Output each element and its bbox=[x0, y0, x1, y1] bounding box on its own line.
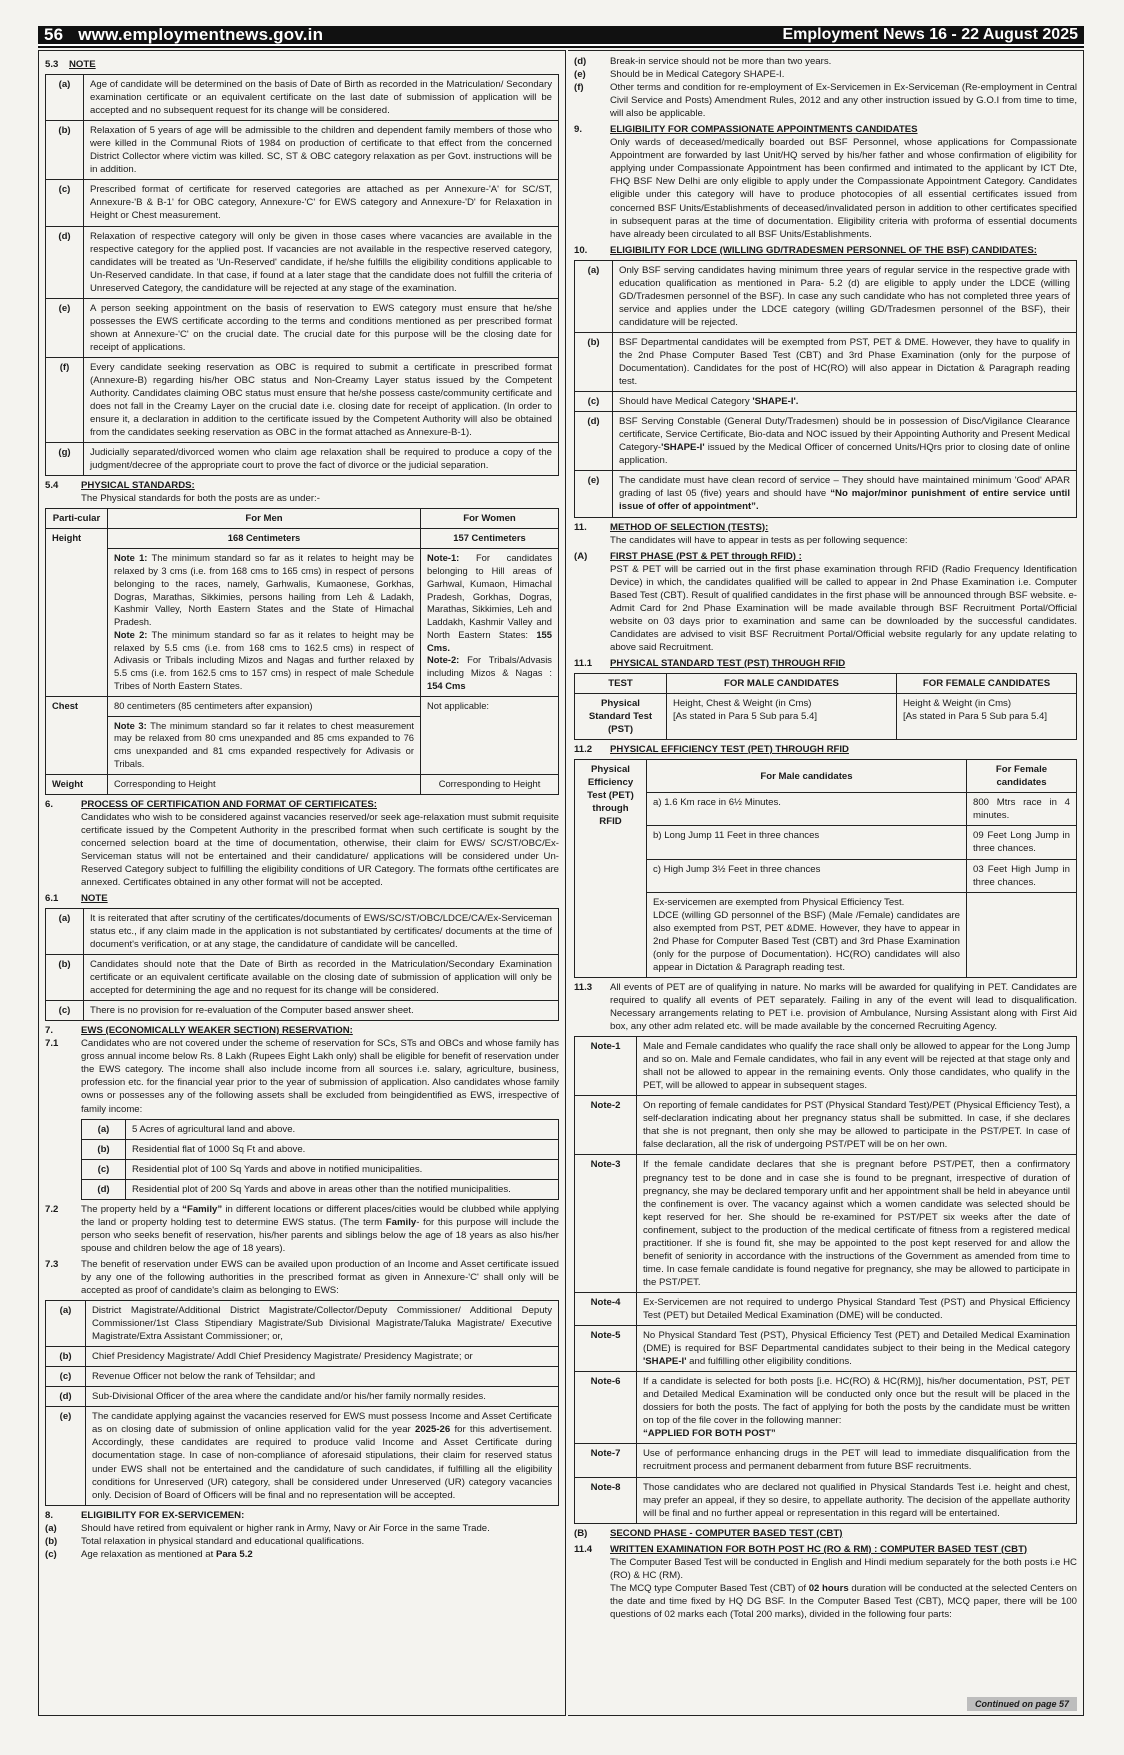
section-6-heading: 6. PROCESS OF CERTIFICATION AND FORMAT OF CERTIFICATES: bbox=[45, 798, 377, 810]
table-row: (g) Judicially separated/divorced women who claim age relaxation shall be required to produce a copy of the judgment/decree of the appropriate court to prove the fact of divorce or the judicial separation. bbox=[46, 443, 559, 476]
table-row: Note-4 Ex-Servicemen are not required to undergo Physical Standard Test (PST) and Physical Efficiency Test (PET) but Detailed Medical Examination (DME) will be conducted. bbox=[575, 1292, 1077, 1325]
table-row: a) 1.6 Km race in 6½ Minutes. 800 Mtrs race in 4 minutes. bbox=[575, 793, 1077, 826]
section-5-3-heading: 5.3 NOTE bbox=[45, 59, 96, 70]
section-9-heading: 9. ELIGIBILITY FOR COMPASSIONATE APPOINTMENTS CANDIDATES bbox=[574, 124, 918, 136]
para-11-3: 11.3 All events of PET are of qualifying in nature. No marks will be awarded for qualifying in PET. Candidates are required to qualify all events of PET separately. Failing in any of the event will lead to disqualification. Necessary arrangements relating to PET i.e. provision of Ambulance, Nursing Assistant along with First Aid box, any other adm related etc. will be made available by the concerned Recruiting Agency. bbox=[574, 981, 1077, 1033]
height-row: Height 168 Centimeters 157 Centimeters bbox=[46, 529, 559, 549]
note-5-3-table bbox=[45, 74, 559, 476]
ews-assets-table bbox=[81, 1119, 559, 1200]
para-7-2: 7.2 The property held by a “Family” in different locations or different places/cities would be clubbed while applying the land or property holding test to determine EWS status. (The term Family- for this purpose will include the person who seeks benefit of reservation, his/her parents and siblings below the age of 18 years as also his/her spouse and children below the age of 18 years). bbox=[45, 1203, 560, 1254]
table-row: Note-6 If a candidate is selected for both posts [i.e. HC(RO) & HC(RM)], his/her documentation, PST, PET and Detailed Medical Examination will be conducted only once but the result will be placed in the dossiers for both the posts. The fact of applying for both the posts by the candidate must be written on top of the file cover in the following manner: “APPLIED FOR BOTH POST” bbox=[575, 1372, 1077, 1444]
table-row: c) High Jump 3½ Feet in three chances 03 Feet High Jump in three chances. bbox=[575, 859, 1077, 892]
table-row: (d) Residential plot of 200 Sq Yards and above in areas other than the notified municipalities. bbox=[82, 1179, 559, 1199]
list-item: (d) Break-in service should not be more than two years. bbox=[574, 56, 832, 67]
pst-table: TEST FOR MALE CANDIDATES FOR FEMALE CANDIDATES Physical Standard Test (PST) Height, Chest & Weight (in Cms) [As stated in Para 5 Sub para 5.4] Height & Weight (in Cms) [As stated in Para 5 Sub para 5.4] bbox=[574, 673, 1077, 740]
continued-on-page-label: Continued on page 57 bbox=[967, 1697, 1077, 1711]
table-row: (c) Residential plot of 100 Sq Yards and above in notified municipalities. bbox=[82, 1159, 559, 1179]
section-11-1-heading: 11.1 PHYSICAL STANDARD TEST (PST) THROUGH RFID bbox=[574, 657, 846, 669]
phase-b-heading: (B) SECOND PHASE - COMPUTER BASED TEST (CBT) bbox=[574, 1527, 843, 1539]
website-url[interactable]: www.employmentnews.gov.in bbox=[78, 25, 324, 45]
table-row: (c) Revenue Officer not below the rank of Tehsildar; and bbox=[46, 1367, 559, 1387]
table-row: (c) There is no provision for re-evaluation of the Computer based answer sheet. bbox=[46, 1001, 559, 1021]
newspaper-page bbox=[38, 26, 1084, 1732]
table-row: (a) 5 Acres of agricultural land and above. bbox=[82, 1119, 559, 1139]
ews-authorities-table bbox=[45, 1300, 559, 1506]
list-item: (f) Other terms and condition for re-employment of Ex-Servicemen in Ex-Serviceman (Re-employment in Central Civil Service and Posts) Amendment Rules, 2012 and any other instruction issued by G.O.I from time to time, will also be applicable. bbox=[574, 82, 1077, 120]
table-row: (c) Should have Medical Category 'SHAPE-I'. bbox=[575, 392, 1077, 412]
table-row: Note-8 Those candidates who are declared not qualified in Physical Standards Test i.e. height and chest, may prefer an appeal, if they so desire, to appellate authority. The decision of the appellate authority will be final and no further appeal or representation in this regard will be entertained. bbox=[575, 1477, 1077, 1523]
table-row: (a) It is reiterated that after scrutiny of the certificates/documents of EWS/SC/ST/OBC/LDCE/CA/Ex-Serviceman status etc., if any claim made in the application is not substantiated by certificates/ documents at the time of document's verification, or at any stage, the candidature of candidate will be cancelled. bbox=[46, 908, 559, 954]
table-row: (a) District Magistrate/Additional District Magistrate/Collector/Deputy Commissioner/ Additional Deputy Commissioner/1st Class Stipendiary Magistrate/Sub Divisional Magistrate/Taluka Magistrate/ Executive Magistrate/Extra Assistant Commissioner; or, bbox=[46, 1301, 559, 1347]
table-row: b) Long Jump 11 Feet in three chances 09 Feet Long Jump in three chances. bbox=[575, 826, 1077, 859]
section-7-heading: 7. EWS (ECONOMICALLY WEAKER SECTION) RESERVATION: bbox=[45, 1025, 353, 1037]
table-row: (d) Relaxation of respective category will only be given in those cases where vacancies are available in the respective category for the applied post. If vacancies are not available in the respective reserved category, candidates will be treated as 'Un-Reserved' candidate, if he/she fulfills the eligibility conditions applicable to Un-Reserved candidate. In that case, if found at a later stage that the candidate does not fulfill the criteria of Unreserved Category, the candidature will be rejected at any stage of the examination. bbox=[46, 226, 559, 298]
pet-notes-table bbox=[574, 1036, 1077, 1524]
section-11-intro: The candidates will have to appear in tests as per following sequence: bbox=[610, 534, 908, 546]
table-row: Note-7 Use of performance enhancing drugs in the PET will lead to immediate disqualification from the recruitment process and permanent debarment from future BSF recruitments. bbox=[575, 1444, 1077, 1477]
table-row: Ex-servicemen are exempted from Physical Efficiency Test. LDCE (willing GD personnel of the BSF) (Male /Female) candidates are also exempted from PST, PET &DME. However, they have to appear in 2nd Phase for Computer Based Test (CBT) and 3rd Phase Examination (only for the purpose of Documentation). HC(RO) candidates will also appear in Dictation & Paragraph reading test. bbox=[575, 892, 1077, 977]
table-row: (d) BSF Serving Constable (General Duty/Tradesmen) should be in possession of Disc/Vigilance Clearance certificate, Service Certificate, Bio-data and NOC issued by their Appointing Authority and Present Medical Category-'SHAPE-I' issued by the Medical Officer of concerned Units/HQrs prior to closing date of online application. bbox=[575, 412, 1077, 471]
edition-date: Employment News 16 - 22 August 2025 bbox=[782, 26, 1078, 44]
pet-table: Physical Efficiency Test (PET) through RFID For Male candidates For Female candidates a) 1.6 Km race in 6½ Minutes. 800 Mtrs race in 4 minutes. b) Long Jump 11 Feet in three chances 09 Feet Long Jump in three chances. c) High Jump 3½ Feet in three chances 03 Feet High Jump in three chances. Ex-servicemen are exempted from Physical Efficiency Test. LDCE (willing GD personnel of the BSF) (Male /Female) candidates are also exempted from PST, PET &DME. However, they have to appear in 2nd Phase for Computer Based Test (CBT) and 3rd Phase Examination (only for the purpose of Documentation). HC(RO) candidates will also appear in Dictation & Paragraph reading test. bbox=[574, 759, 1077, 978]
section-5-4-heading: 5.4 PHYSICAL STANDARDS: bbox=[45, 480, 195, 492]
table-row: Note-3 If the female candidate declares that she is pregnant before PST/PET, then a confirmatory pregnancy test to be done and in case she is found to be pregnant, irrespective of duration of pregnancy, she may be declared temporary unfit and her appointment shall be held in abeyance until the confinement is over. The vacancy against which a women candidate was selected should be kept reserved for her. She should be re-examined for PST/PET six weeks after the date of confinement, subject to the production of the medical certificate of fitness from a registered medical practitioner. If she is found fit, she may be appointed to the post kept reserved for and allow the benefit of seniority in accordance with the instructions of the Government as amended from time to time. In case female candidate is found negative for pregnancy, she may be allowed to participate in the PST/PET. bbox=[575, 1155, 1077, 1292]
section-11-4-p1: The Computer Based Test will be conducted in English and Hindi medium separately for the both posts i.e HC (RO) & HC (RM). bbox=[610, 1556, 1077, 1581]
table-row: (b) BSF Departmental candidates will be exempted from PST, PET & DME. However, they have to qualify in the 2nd Phase Computer Based Test (CBT) and 3rd Phase Examination (only for the purpose of Documentation). Candidates for the post of HC(RO) will also appear in Dictation & Paragraph reading test. bbox=[575, 332, 1077, 391]
list-item: (c) Age relaxation as mentioned at Para 5.2 bbox=[45, 1548, 253, 1560]
para-7-1: 7.1 Candidates who are not covered under the scheme of reservation for SCs, STs and OBCs and whose family has gross annual income below Rs. 8 Lakh (Rupees Eight Lakh only) shall be eligible for benefit of reservation under the EWS category. The income shall also include income from all sources i.e. salary, agriculture, business, profession etc. for the financial year prior to the year of submission of application. Also candidates whose family owns or possesses any of the following assets shall be excluded from beingidentified as EWS, irrespective of family income: bbox=[45, 1038, 559, 1115]
para-7-3: 7.3 The benefit of reservation under EWS can be availed upon production of an Income and Asset certificate issued by any one of the following authorities in the prescribed format as given in Annexure-'C' shall only will be accepted as proof of candidate's claim as belonging to EWS: bbox=[45, 1258, 559, 1297]
section-11-2-heading: 11.2 PHYSICAL EFFICIENCY TEST (PET) THROUGH RFID bbox=[574, 744, 849, 756]
page-number: 56 bbox=[44, 25, 64, 45]
table-row: (c) Prescribed format of certificate for reserved categories are attached as per Annexure-'A' for SC/ST, Annexure-'B & B-1' for OBC category, Annexure-'C' for EWS category and Annexure-'D' for Relaxation in Height or Chest measurement. bbox=[46, 180, 559, 226]
left-column bbox=[38, 50, 566, 1716]
section-11-4-p2: The MCQ type Computer Based Test (CBT) of 02 hours duration will be conducted at the selected Centers on the date and time fixed by HQ DG BSF. In the Computer Based Test (CBT), MCQ paper, there will be 100 questions of 02 marks each (Total 200 marks), divided in the following four parts: bbox=[610, 1582, 1077, 1620]
section-10-heading: 10. ELIGIBILITY FOR LDCE (WILLING GD/TRADESMEN PERSONNEL OF THE BSF) CANDIDATES: bbox=[574, 244, 1037, 256]
list-item: (a) Should have retired from equivalent or higher rank in Army, Navy or Air Force in the same Trade. bbox=[45, 1522, 490, 1534]
right-column bbox=[568, 50, 1084, 1716]
table-row: Note-1 Male and Female candidates who qualify the race shall only be allowed to appear for the Long Jump and so on. Male and Female candidates, who fail in any event will be rejected at that stage only and shall not be allowed to appear in the remaining events. Only those candidates, who qualify in the PET, will be allowed to appear in subsequent stages. bbox=[575, 1037, 1077, 1096]
table-row: Physical Standard Test (PST) Height, Chest & Weight (in Cms) [As stated in Para 5 Sub para 5.4] Height & Weight (in Cms) [As stated in Para 5 Sub para 5.4] bbox=[575, 694, 1077, 740]
note-6-1-table bbox=[45, 908, 559, 1021]
table-row: Note-2 On reporting of female candidates for PST (Physical Standard Test)/PET (Physical Efficiency Test), a self-declaration indicating about her pregnancy status shall be submitted. In case, if she declares that she is not pregnant, then only she may be allowed to participate in the PST/PET. In case of false declaration, all the risk of undergoing PST/PET will be on her own. bbox=[575, 1096, 1077, 1155]
table-row: (e) The candidate applying against the vacancies reserved for EWS must possess Income and Asset Certificate as on closing date of submission of online application valid for the year 2025-26 for this advertisement. Accordingly, these candidates are required to produce valid Income and Asset Certificate during documentation stage. In case of non-compliance of aforesaid stipulations, their claim for reserved status under EWS shall not be entertained and the candidature of such candidates, if fulfilling all the eligibility conditions for Unreserved (UR) category, shall be considered under Unreserved (UR) category vacancies only. Decision of Board of Officers will be final and no representation will be accepted. bbox=[46, 1407, 559, 1505]
table-row: (b) Residential flat of 1000 Sq Ft and above. bbox=[82, 1139, 559, 1159]
table-row: (a) Age of candidate will be determined on the basis of Date of Birth as recorded in the Matriculation/ Secondary examination certificate or an equivalent certificate on the last date of submission of application will be accepted and no subsequent request for its change will be considered. bbox=[46, 75, 559, 121]
section-8-heading: 8. ELIGIBILITY FOR EX-SERVICEMEN: bbox=[45, 1509, 245, 1521]
list-item: (b) Total relaxation in physical standard and educational qualifications. bbox=[45, 1535, 365, 1547]
section-6-1-heading: 6.1 NOTE bbox=[45, 892, 108, 904]
section-11-4-heading: 11.4 WRITTEN EXAMINATION FOR BOTH POST HC (RO & RM) : COMPUTER BASED TEST (CBT) bbox=[574, 1543, 1028, 1555]
chest-row: Chest 80 centimeters (85 centimeters after expansion) Not applicable: bbox=[46, 696, 559, 716]
physical-standards-table: Parti-cular For Men For Women Height 168 Centimeters 157 Centimeters Note 1: The minimum standard so far as it relates to height may be relaxed by 3 cms (i.e. from 168 cms to 165 cms) in respect of persons belonging to the races, namely, Garhwalis, Kumaonese, Gorkhas, Dogras, Marathas, Sikkimies, persons hailing from Leh & Ladakh, Kashmir Valley, North Eastern States and the State of Himachal Pradesh. Note 2: The minimum standard so far as it relates to height may be relaxed by 5.5 cms (i.e. from 168 cms to 162.5 cms) in respect of Adivasis or Tribals including Mizos and Nagas and further relaxed by 5.5 cms (i.e. from 162.5 cms to 157 cms) in respect of male Schedule Tribes of North Eastern States. Note-1: For candidates belonging to Hill areas of Garhwal, Kumaon, Himachal Pradesh, Gorkhas, Dogras, Marathas, Sikkimies, Leh and Laddakh, Kashmir Valley and North Eastern States: 155 Cms. Note-2: For Tribals/Advasis including Mizos & Nagas : 154 Cms Chest 80 centimeters (85 centimeters after expansion) Not applicable: Note 3: The minimum standard so far it relates to chest measurement may be relaxed from 80 cms unexpanded and 85 cms expanded to 76 cms unexpanded and 81 cms expanded respectively for Adivasis or Tribals. Weight Corresponding to Height Corresponding to Height bbox=[45, 508, 559, 794]
physical-standards-intro: The Physical standards for both the posts are as under:- bbox=[81, 493, 320, 505]
table-row: (f) Every candidate seeking reservation as OBC is required to submit a certificate in prescribed format (Annexure-B) regarding his/her OBC status and Non-Creamy Layer status issued by the Competent Authority. Candidates claiming OBC status must ensure that he/she possess caste/community certificate and does not fall in the Creamy Layer on the crucial date i.e. closing date for receipt of application. (In order to ensure it, a declaration in addition to the certificate issued by the Competent Authority will also be obtained from the candidates seeking reservation as OBC in the format attached as Annexure-B-1). bbox=[46, 357, 559, 442]
masthead bbox=[38, 26, 1084, 46]
phase-a-text: PST & PET will be carried out in the first phase examination through RFID (Radio Frequency Identification Device) in which, the candidates qualified will be called to appear in 2nd Phase Examination i.e. Computer Based Test (CBT). Result of qualified candidates in the first phase will be announced through BSF website. e-Admit Card for 2nd Phase Examination will be made available through BSF Recruitment Portal/Official website on 03 days prior to examination and same can be downloaded by the successful candidates. Candidates are advised to visit BSF Recruitment Portal/Official website regularly for any update relating to above said Recruitment. bbox=[610, 563, 1077, 653]
table-row: (e) A person seeking appointment on the basis of reservation to EWS category must ensure that he/she possesses the EWS certificate according to the terms and conditions mentioned as per prescribed format shown at Annexure-'C' on the crucial date. The crucial date for this purpose will be the closing date for receipt of applications. bbox=[46, 298, 559, 357]
section-6-text: Candidates who wish to be considered against vacancies reserved/or seek age-relaxation must submit requisite certificate issued by the Competent Authority in the prescribed format when such certificate is sought by the concerned selection board at the time of documentation, otherwise, their claim for EWS/ SC/ST/OBC/Ex-Serviceman status will not be entertained and their candidature/ applications will be considered under Un-Reserved Category subject to fulfilling the eligibility conditions of UR Category. The formats ofthe certificates are annexed. Certificates obtained in any other format will not be accepted. bbox=[81, 811, 559, 888]
section-11-heading: 11. METHOD OF SELECTION (TESTS): bbox=[574, 521, 769, 533]
ldce-eligibility-table bbox=[574, 260, 1077, 518]
table-row: (b) Candidates should note that the Date of Birth as recorded in the Matriculation/Secondary Examination certificate or an equivalent certificate available on the closing date of submission of application will only be accepted for determining the age and no request for its change will be considered. bbox=[46, 955, 559, 1001]
table-row: Note-5 No Physical Standard Test (PST), Physical Efficiency Test (PET) and Detailed Medical Examination (DME) is required for BSF Departmental candidates subject to their being in the Medical category 'SHAPE-I' and fulfilling other eligibility conditions. bbox=[575, 1326, 1077, 1372]
section-9-text: Only wards of deceased/medically boarded out BSF Personnel, whose applications for Compassionate Appointment are forwarded by last Unit/HQ served by his/her father and whose confirmation of eligibility for applying under Compassionate Appointment has been confirmed and intimated to the applicant by ICT Dte, FHQ BSF New Delhi are only eligible to apply under the Compassionate Appointment Category. Candidates eligible under this category will have to produce photocopies of all essential certificates issued from concerned BSF Units/Establishments of deceased/invalidated person in addition to other certificates specified in subsequent paras at the time of documentation. Eligibility criteria with proforma of essential documents have already been circulated to all BSF Units/Establishments. bbox=[610, 137, 1077, 240]
table-row: (b) Chief Presidency Magistrate/ Addl Chief Presidency Magistrate/ Presidency Magistrate; or bbox=[46, 1347, 559, 1367]
table-row: (d) Sub-Divisional Officer of the area where the candidate and/or his/her family normally resides. bbox=[46, 1387, 559, 1407]
table-row: (a) Only BSF serving candidates having minimum three years of regular service in the respective grade with education qualification as mentioned in Para- 5.2 (d) are eligible to apply under the LDCE (willing GD/Tradesmen personnel of the BSF). In case any such candidate who has not completed three years of service and applies under the LDCE category (willing GD/Tradesmen personnel of the BSF), their candidature will be rejected. bbox=[575, 260, 1077, 332]
phase-a-heading: (A) FIRST PHASE (PST & PET through RFID) : bbox=[574, 550, 802, 562]
table-row: (b) Relaxation of 5 years of age will be admissible to the children and dependent family members of those who were killed in the Communal Riots of 1984 on production of certificate to that effect from the concerned District Collector where victim was killed. SC, ST & OBC category relaxation as per Govt. instructions will be in addition. bbox=[46, 121, 559, 180]
weight-row: Weight Corresponding to Height Corresponding to Height bbox=[46, 774, 559, 794]
list-item: (e) Should be in Medical Category SHAPE-I. bbox=[574, 69, 785, 81]
table-row: (e) The candidate must have clean record of service – They should have maintained minimum 'Good' APAR grading of last 05 (five) years and should have “No major/minor punishment of entire service until issue of offer of appointment”. bbox=[575, 471, 1077, 517]
